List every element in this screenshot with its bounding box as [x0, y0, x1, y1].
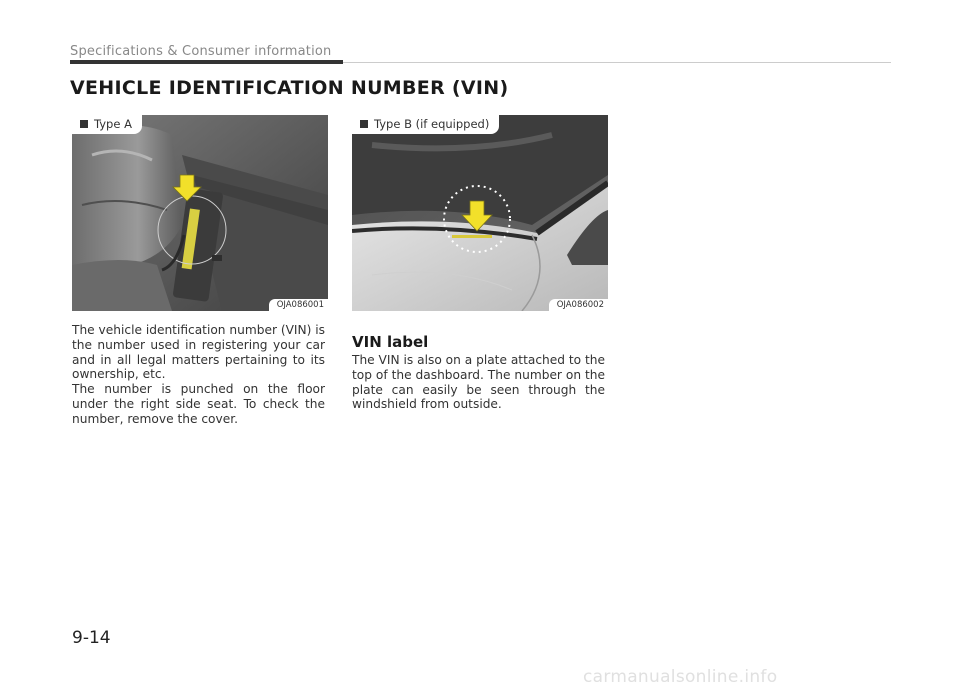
seat-floor-illustration [72, 115, 328, 311]
figure-tag-label: Type B (if equipped) [374, 117, 490, 131]
figure-tag-label: Type A [94, 117, 132, 131]
section-bar [70, 60, 343, 64]
figure-code: OJA086001 [269, 299, 328, 311]
windshield-illustration [352, 115, 608, 311]
square-bullet-icon [360, 120, 368, 128]
left-column-text [72, 323, 325, 427]
figure-tag [352, 115, 499, 134]
paragraph: The vehicle identification number (VIN) is the number used in registering your car and in all legal matters pertaining to its ownership, etc. [72, 323, 326, 382]
page-number: 9-14 [72, 628, 111, 648]
square-bullet-icon [80, 120, 88, 128]
figure-type-b [352, 115, 608, 311]
paragraph: The number is punched on the floor under the right side seat. To check the number, remove the cover. [72, 382, 325, 426]
section-label: Specifications & Consumer information [70, 44, 332, 59]
figure-type-a [72, 115, 328, 311]
sub-heading: VIN label [352, 333, 429, 351]
paragraph: The VIN is also on a plate attached to the top of the dashboard. The number on the plate can easily be seen through the windshield from outside. [352, 353, 605, 412]
page-title: VEHICLE IDENTIFICATION NUMBER (VIN) [70, 77, 509, 99]
figure-code: OJA086002 [549, 299, 608, 311]
section-divider [343, 62, 891, 63]
watermark: carmanualsonline.info [583, 667, 778, 687]
right-column-text [352, 353, 605, 412]
figure-tag [72, 115, 142, 134]
